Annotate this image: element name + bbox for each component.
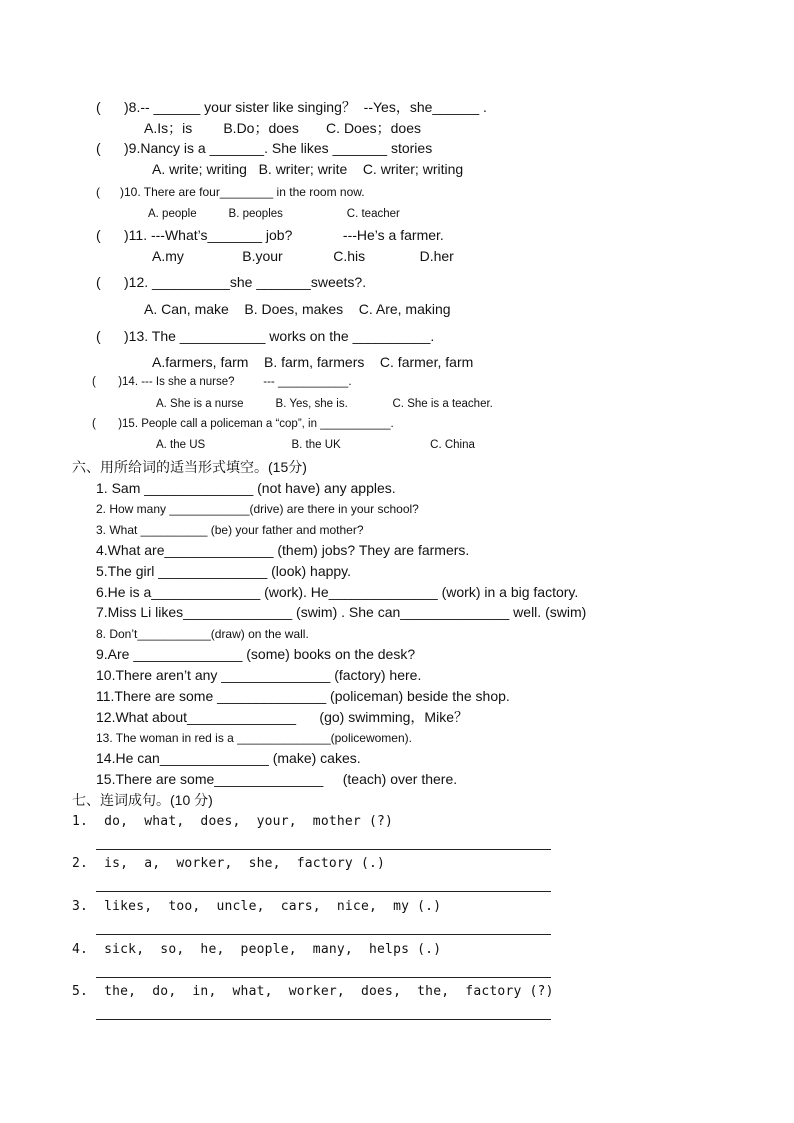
- answer-line-4: [96, 977, 551, 978]
- fill-item-14: 14.He can______________ (make) cakes.: [96, 750, 361, 766]
- reorder-item-3: 3. likes, too, uncle, cars, nice, my (.): [72, 899, 442, 914]
- question-9-stem: ( )9.Nancy is a _______. She likes _______ stories: [96, 140, 433, 156]
- reorder-item-5: 5. the, do, in, what, worker, does, the, factory (?): [72, 984, 554, 999]
- fill-item-4: 4.What are______________ (them) jobs? They are farmers.: [96, 542, 470, 558]
- fill-item-8: 8. Don’t___________(draw) on the wall.: [96, 627, 309, 641]
- reorder-item-1: 1. do, what, does, your, mother (?): [72, 814, 394, 829]
- question-14-options: A. She is a nurse B. Yes, she is. C. She is a teacher.: [156, 398, 493, 410]
- reorder-item-2: 2. is, a, worker, she, factory (.): [72, 856, 386, 871]
- question-8-stem: ( )8.-- ______ your sister like singing？ --Yes，she______ .: [96, 99, 487, 115]
- question-15-options: A. the US B. the UK C. China: [156, 439, 475, 451]
- fill-item-3: 3. What __________ (be) your father and mother?: [96, 523, 364, 537]
- answer-line-2: [96, 891, 551, 892]
- fill-item-9: 9.Are ______________ (some) books on the desk?: [96, 646, 416, 662]
- question-12-options: A. Can, make B. Does, makes C. Are, making: [144, 301, 451, 317]
- question-11-stem: ( )11. ---What’s_______ job? ---He’s a farmer.: [96, 227, 444, 243]
- question-13-stem: ( )13. The ___________ works on the __________.: [96, 328, 435, 344]
- fill-item-11: 11.There are some ______________ (policeman) beside the shop.: [96, 688, 510, 704]
- question-9-options: A. write; writing B. writer; write C. writer; writing: [152, 161, 464, 177]
- question-10-stem: ( )10. There are four________ in the room now.: [96, 185, 365, 199]
- fill-item-15: 15.There are some______________ (teach) over there.: [96, 771, 458, 787]
- section-7-title: 七、连词成句。(10 分): [72, 792, 213, 808]
- fill-item-5: 5.The girl ______________ (look) happy.: [96, 563, 352, 579]
- fill-item-2: 2. How many ____________(drive) are there in your school?: [96, 502, 419, 516]
- section-6-title: 六、用所给词的适当形式填空。(15分): [72, 459, 307, 475]
- fill-item-10: 10.There aren’t any ______________ (factory) here.: [96, 667, 422, 683]
- question-15-stem: ( )15. People call a policeman a “cop”, in ___________.: [92, 418, 394, 430]
- fill-item-7: 7.Miss Li likes______________ (swim) . She can______________ well. (swim): [96, 604, 587, 620]
- question-10-options: A. people B. peoples C. teacher: [148, 208, 400, 220]
- fill-item-12: 12.What about______________ (go) swimming，Mike？: [96, 709, 468, 725]
- fill-item-13: 13. The woman in red is a ______________(policewomen).: [96, 731, 412, 745]
- question-14-stem: ( )14. --- Is she a nurse? --- ___________.: [92, 376, 352, 388]
- fill-item-6: 6.He is a______________ (work). He______________ (work) in a big factory.: [96, 584, 579, 600]
- question-8-options: A.Is；is B.Do；does C. Does；does: [144, 120, 421, 136]
- question-13-options: A.farmers, farm B. farm, farmers C. farmer, farm: [152, 354, 474, 370]
- question-11-options: A.my B.your C.his D.her: [152, 248, 454, 264]
- answer-line-5: [96, 1019, 551, 1020]
- question-12-stem: ( )12. __________she _______sweets?.: [96, 274, 367, 290]
- reorder-item-4: 4. sick, so, he, people, many, helps (.): [72, 942, 442, 957]
- fill-item-1: 1. Sam ______________ (not have) any apples.: [96, 480, 396, 496]
- answer-line-3: [96, 934, 551, 935]
- answer-line-1: [96, 849, 551, 850]
